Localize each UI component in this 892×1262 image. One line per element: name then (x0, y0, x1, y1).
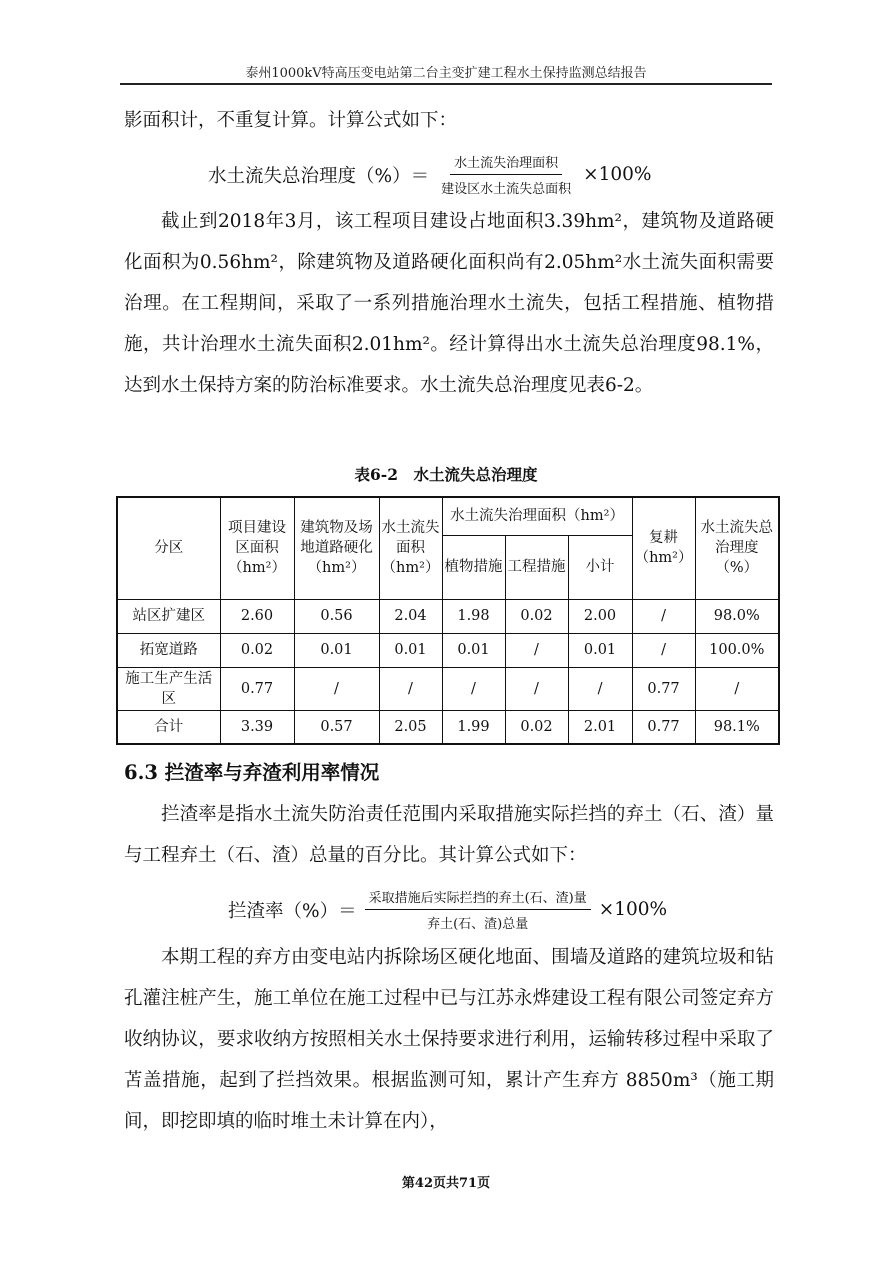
table-caption: 表6-2 水土流失总治理度 (354, 465, 538, 484)
table-cell: 3.39 (220, 710, 294, 744)
table-cell: 98.0% (695, 599, 779, 633)
formula-fraction (365, 887, 591, 932)
paragraph-1: 影面积计，不重复计算。计算公式如下： (124, 110, 458, 131)
paragraph-4: 本期工程的弃方由变电站内拆除场区硬化地面、围墙及道路的建筑垃圾和钻孔灌注桩产生，施工单位在施工过程中已与江苏永烨建设工程有限公司签定弃方收纳协议，要求收纳方按照相关水土保持要求进行利用，运输转移过程中采取了苫盖措施，起到了拦挡效果。根据监测可知，累计产生弃方 8850m³（施工期间，即挖即填的临时堆土未计算在内）， (124, 947, 774, 1132)
table-cell: 2.00 (568, 599, 632, 633)
table-row (117, 599, 779, 633)
table-cell: 0.01 (442, 633, 505, 667)
paragraph-3: 拦渣率是指水土流失防治责任范围内采取措施实际拦挡的弃土（石、渣）量与工程弃土（石、渣）总量的百分比。其计算公式如下： (124, 804, 774, 866)
formula-fraction (437, 152, 575, 197)
table-cell: 2.04 (379, 599, 442, 633)
formula-numerator: 水土流失治理面积 (450, 152, 562, 175)
formula-rhs: ×100% (583, 164, 652, 185)
table-cell: / (505, 667, 568, 710)
header-zone: 分区 (117, 497, 220, 599)
table-cell: 2.05 (379, 710, 442, 744)
table-cell: / (695, 667, 779, 710)
header-project-area: 项目建设区面积（hm²） (220, 497, 294, 599)
treatment-degree-table (116, 496, 780, 745)
header-engineering: 工程措施 (505, 535, 568, 599)
table-cell: 0.77 (220, 667, 294, 710)
section-heading: 6.3 拦渣率与弃渣利用率情况 (124, 761, 380, 784)
table-cell: 0.02 (220, 633, 294, 667)
table-cell: 拓宽道路 (117, 633, 220, 667)
table-cell: 98.1% (695, 710, 779, 744)
table-row (117, 667, 779, 710)
formula-treatment-degree (208, 152, 652, 197)
table-cell: 0.77 (632, 667, 695, 710)
table-cell: 0.02 (505, 710, 568, 744)
table-row (117, 710, 779, 744)
page-header: 泰州1000kV特高压变电站第二台主变扩建工程水土保持监测总结报告 (245, 66, 647, 81)
header-rule (120, 83, 772, 85)
formula-numerator: 采取措施后实际拦挡的弃土(石、渣)量 (365, 887, 591, 910)
table-cell: / (442, 667, 505, 710)
formula-retention-rate (228, 887, 667, 932)
table-cell: 0.02 (505, 599, 568, 633)
table-cell: 0.01 (294, 633, 379, 667)
table-cell: 0.77 (632, 710, 695, 744)
table-cell: / (568, 667, 632, 710)
table-cell: 2.60 (220, 599, 294, 633)
table-cell: 100.0% (695, 633, 779, 667)
header-degree: 水土流失总治理度（%） (695, 497, 779, 599)
table-cell: / (632, 599, 695, 633)
table-cell: / (294, 667, 379, 710)
formula-denominator: 建设区水土流失总面积 (441, 182, 572, 197)
table-cell: 0.56 (294, 599, 379, 633)
header-loss-area: 水土流失面积（hm²） (379, 497, 442, 599)
page-number: 第42页共71页 (401, 1176, 491, 1191)
table-cell: / (379, 667, 442, 710)
table-cell: 施工生产生活区 (117, 667, 220, 710)
table-cell: 1.98 (442, 599, 505, 633)
header-plant: 植物措施 (442, 535, 505, 599)
formula-lhs: 水土流失总治理度（%）＝ (208, 165, 430, 187)
formula-rhs: ×100% (598, 899, 668, 920)
paragraph-2: 截止到2018年3月，该工程项目建设占地面积3.39hm²，建筑物及道路硬化面积为0.56hm²，除建筑物及道路硬化面积尚有2.05hm²水土流失面积需要治理。在工程期间，采取了一系列措施治理水土流失，包括工程措施、植物措施，共计治理水土流失面积2.01hm²。经计算得出水土流失总治理度98.1%，达到水土保持方案的防治标准要求。水土流失总治理度见表6-2。 (124, 211, 774, 396)
table-cell: 2.01 (568, 710, 632, 744)
table-cell: 站区扩建区 (117, 599, 220, 633)
header-treated-group: 水土流失治理面积（hm²） (442, 497, 632, 535)
table-cell: 合计 (117, 710, 220, 744)
header-reclaim: 复耕（hm²） (632, 497, 695, 599)
table-cell: 0.57 (294, 710, 379, 744)
table-cell: / (632, 633, 695, 667)
table-cell: 1.99 (442, 710, 505, 744)
header-hardened: 建筑物及场地道路硬化（hm²） (294, 497, 379, 599)
formula-denominator: 弃土(石、渣)总量 (427, 917, 529, 932)
table-cell: 0.01 (379, 633, 442, 667)
header-subtotal: 小计 (568, 535, 632, 599)
table-cell: 0.01 (568, 633, 632, 667)
formula-lhs: 拦渣率（%）＝ (228, 900, 357, 922)
table-cell: / (505, 633, 568, 667)
table-row (117, 633, 779, 667)
